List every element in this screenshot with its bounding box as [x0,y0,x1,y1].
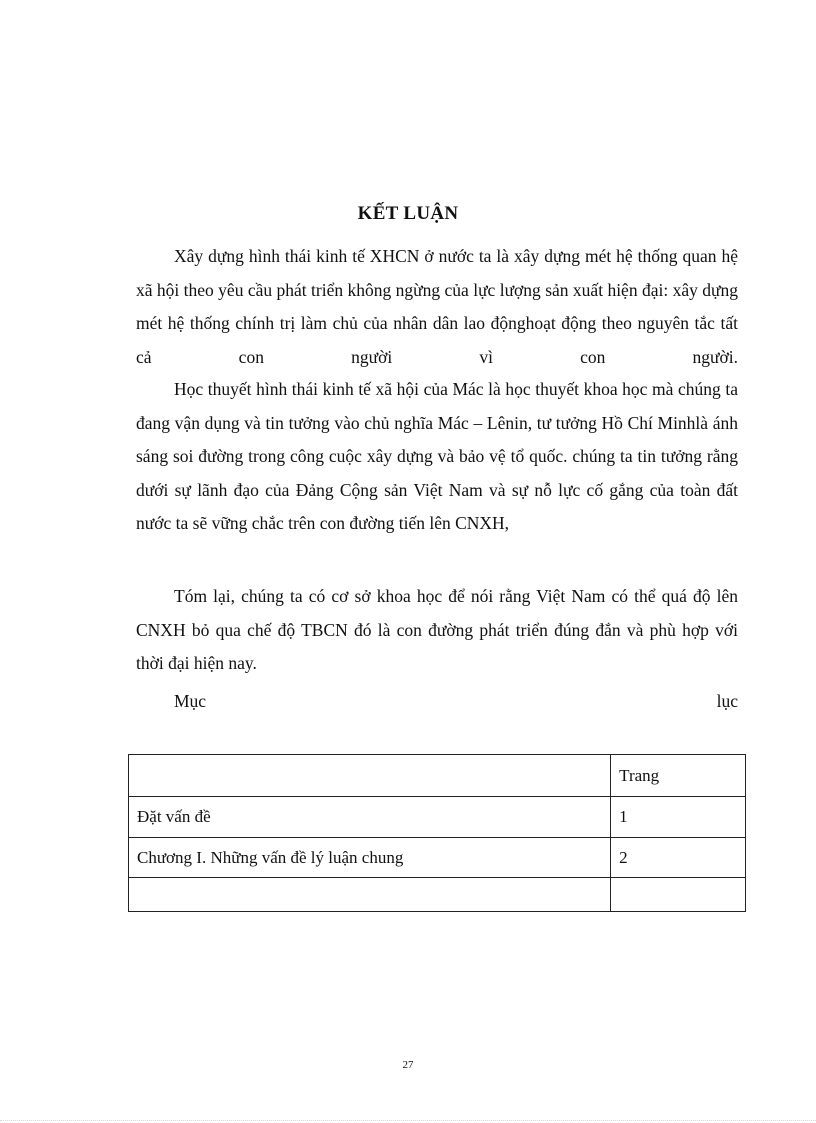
toc-entry-page: 2 [611,838,746,878]
paragraph-3: Tóm lại, chúng ta có cơ sở khoa học để nói rằng Việt Nam có thể quá độ lên CNXH bỏ qua chế độ TBCN đó là con đường phát triển đúng đắn và phù hợp với thời đại hiện nay. [136,586,738,673]
page-number: 27 [402,1059,414,1071]
table-row [129,797,746,838]
paragraph-1: Xây dựng hình thái kinh tế XHCN ở nước ta là xây dựng mét hệ thống quan hệ xã hội theo yêu cầu phát triển không ngừng của lực lượng sản xuất hiện đại: xây dựng mét hệ thống chính trị làm chủ của nhân dân lao độnghoạt động theo nguyên tắc tất cả con người vì con người. [136,246,738,367]
toc-table [128,754,746,912]
page-title: KẾT LUẬN [357,203,459,224]
toc-heading-left: Mục [174,691,207,711]
toc-entry-page: 1 [611,797,746,838]
paragraph-2: Học thuyết hình thái kinh tế xã hội của Mác là học thuyết khoa học mà chúng ta đang vận dụng và tin tưởng vào chủ nghĩa Mác – Lênin, tư tưởng Hồ Chí Minhlà ánh sáng soi đường trong công cuộc xây dựng và bảo vệ tổ quốc. chúng ta tin tưởng rằng dưới sự lãnh đạo của Đảng Cộng sản Việt Nam và sự nỗ lực cố gắng của toàn đất nước ta sẽ vững chắc trên con đường tiến lên CNXH, [136,379,738,533]
toc-entry-title: Chương I. Những vấn đề lý luận chung [129,838,611,878]
toc-header-page-cell: Trang [611,755,746,797]
toc-entry-title: Đặt vấn đề [129,797,611,838]
toc-header-row [129,755,746,797]
toc-heading-right: lục [716,691,738,711]
toc-entry-page [611,878,746,912]
table-row [129,878,746,912]
page-edge-divider [0,1120,816,1121]
toc-header-title-cell [129,755,611,797]
toc-entry-title [129,878,611,912]
table-row [129,838,746,878]
toc-heading [174,688,738,714]
